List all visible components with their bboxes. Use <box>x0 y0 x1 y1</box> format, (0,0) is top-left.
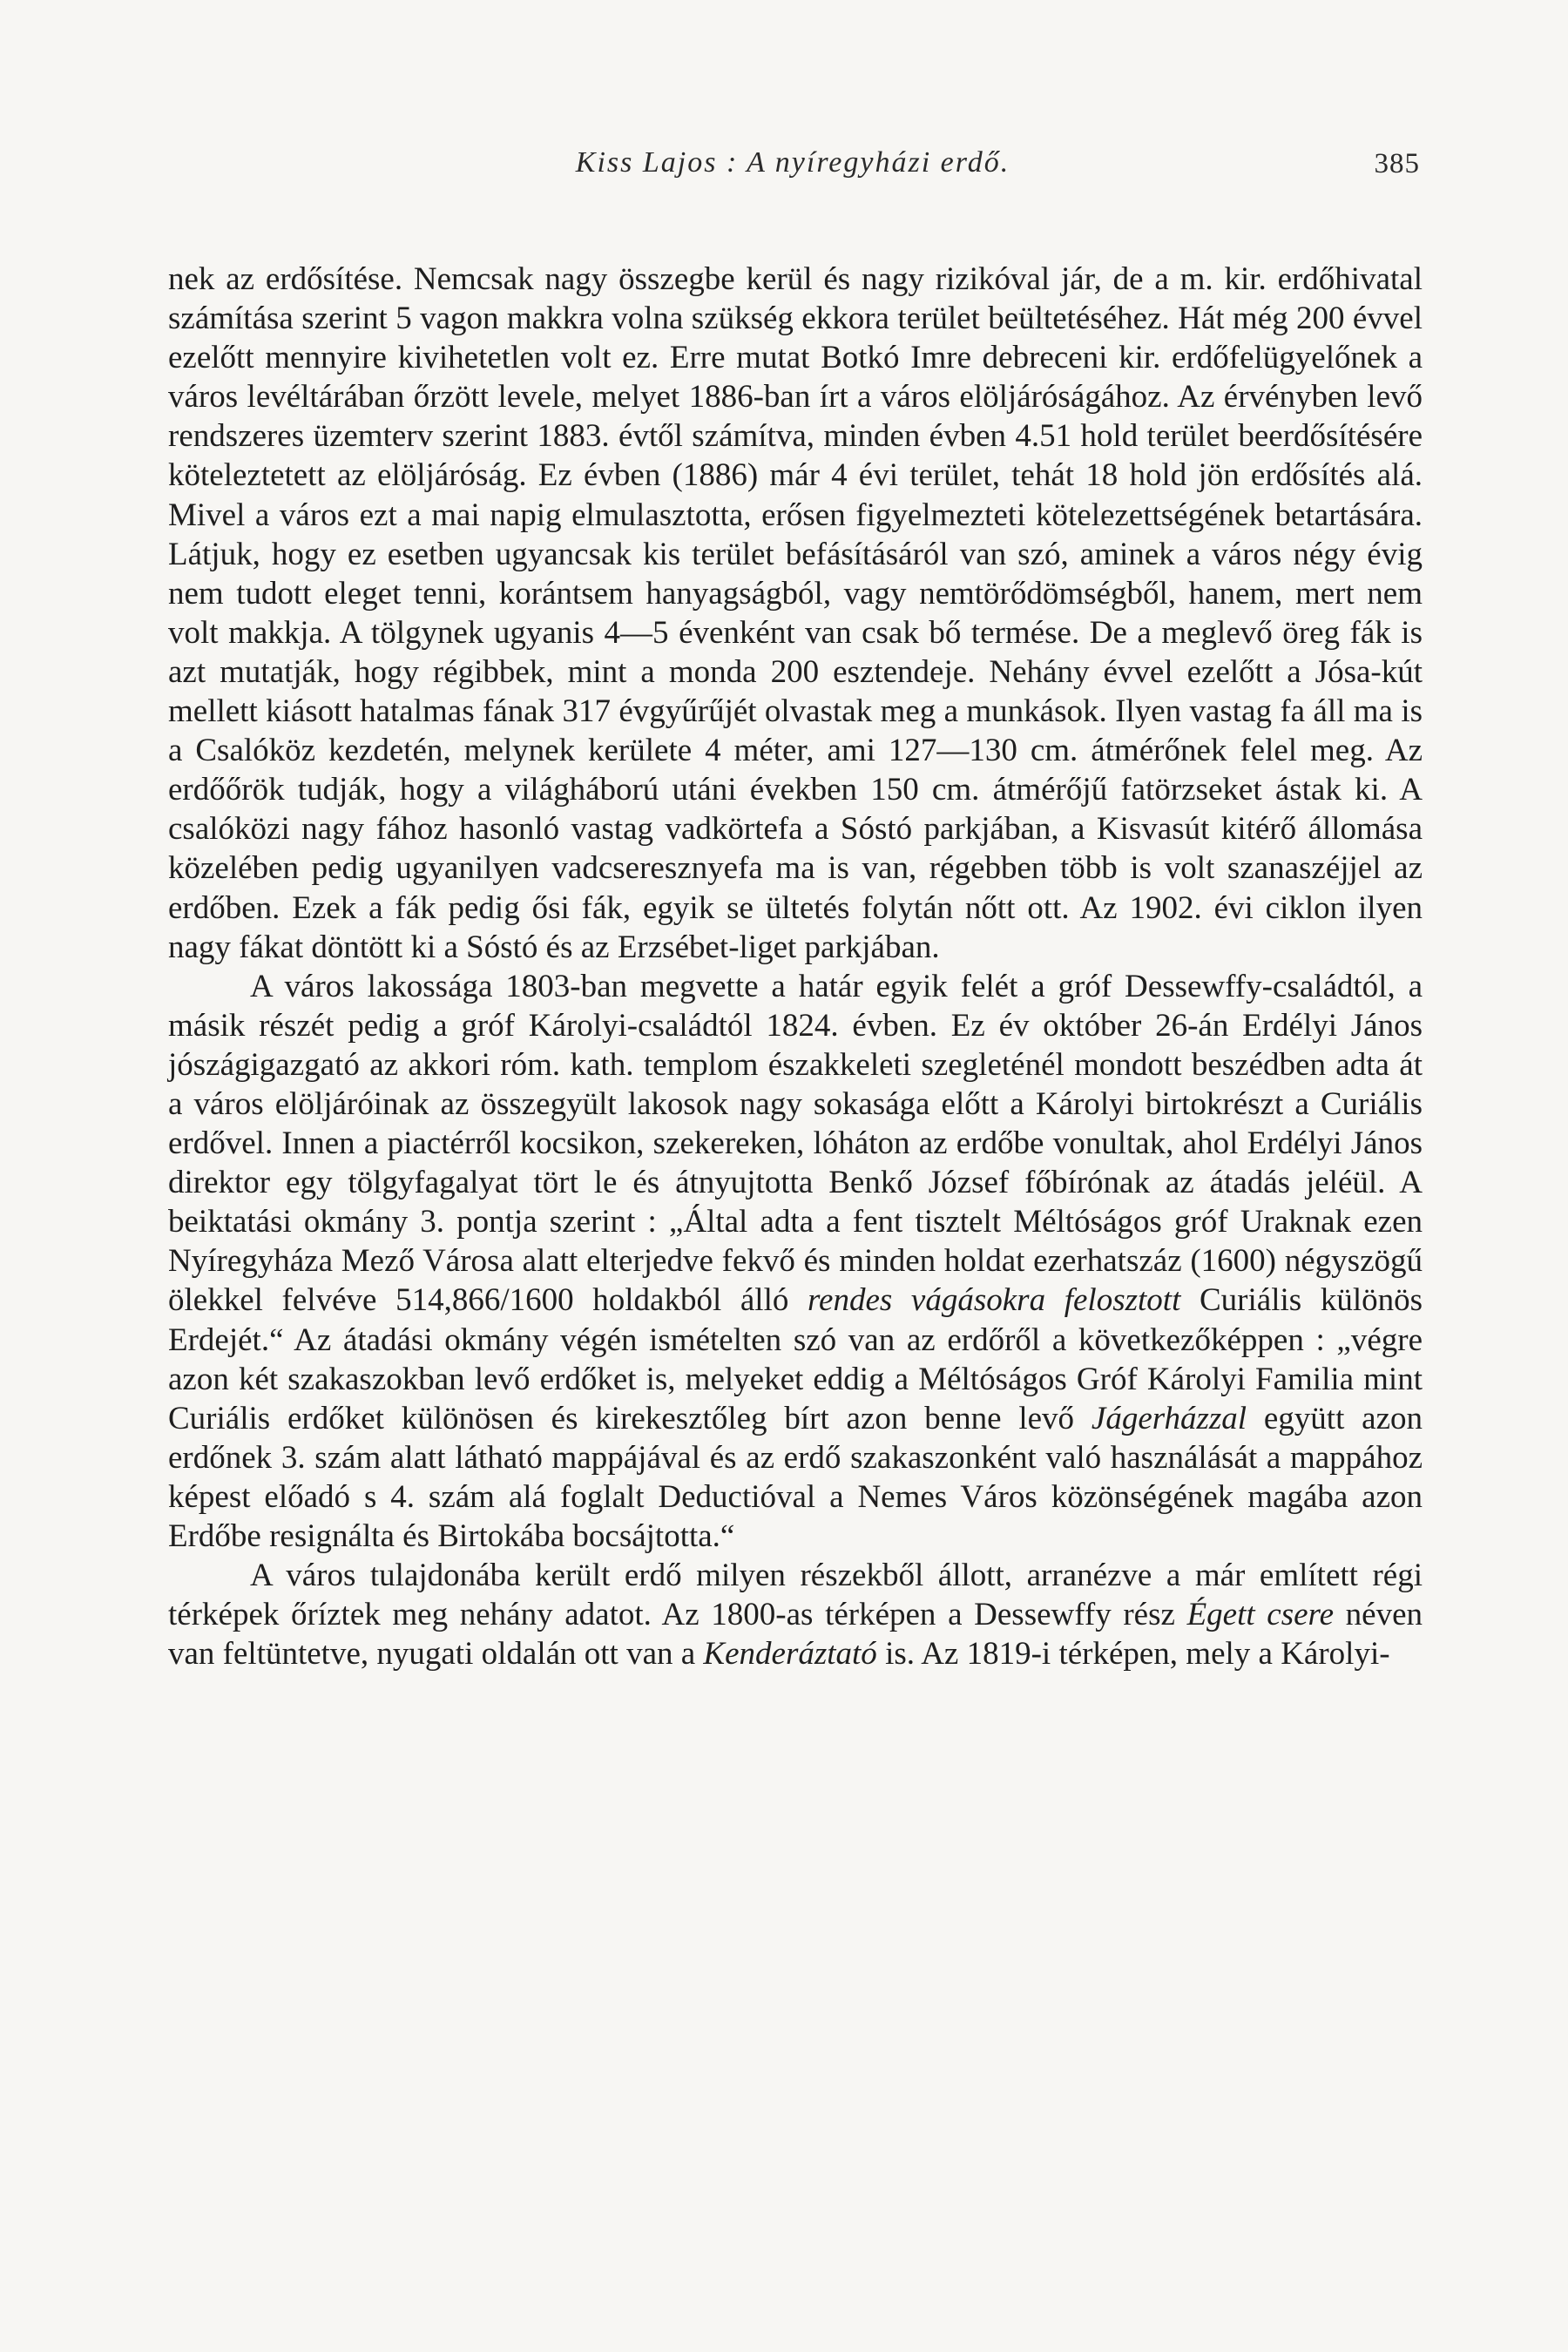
running-head <box>166 146 1420 190</box>
paragraph-2-italic-1: rendes vágásokra felosztott <box>808 1282 1181 1319</box>
paragraph-2-seg-5: együtt azon erdőnek 3. szám alatt látható mappájával és az erdő szakaszonként való használását a mappához képest előadó s 4. szám alá foglalt Deductióval a Nemes Város közönségének magába azon Erdőbe resignálta és Birtokába bocsájtotta.“ <box>168 1400 1423 1554</box>
paragraph-3-seg-1: A város tulajdonába került erdő milyen részekből állott, arranézve a már említett régi térképek őríztek meg nehány adatot. Az 1800-as térképen a Dessewffy rész <box>168 1558 1423 1633</box>
paragraph-1 <box>168 260 1423 967</box>
paragraph-3-seg-5: is. Az 1819-i térképen, mely a Károlyi- <box>876 1636 1390 1673</box>
paragraph-2-seg-1: A város lakossága 1803-ban megvette a határ egyik felét a gróf Dessewffy-családtól, a másik részét pedig a gróf Károlyi-családtól 1824. évben. Ez év október 26-án Erdélyi János jószágigazgató az akkori róm. kath. templom északkeleti szegleténél mondott beszédben adta át a város elöljáróinak az összegyült lakosok nagy sokasága előtt a Károlyi birtokrészt a Curiális erdővel. Innen a piactérről kocsikon, szekereken, lóháton az erdőbe vonultak, ahol Erdélyi János direktor egy tölgyfagalyat tört le és átnyujtotta Benkő József főbírónak az átadás jeléül. A beiktatási okmány 3. pontja szerint : „Által adta a fent tisztelt Méltóságos gróf Uraknak ezen Nyíregyháza Mező Városa alatt elterjedve fekvő és minden holdat ezerhatszáz (1600) négyszögű ölekkel felvéve 514,866/1600 holdakból álló <box>168 968 1423 1319</box>
paragraph-2-italic-2: Jágerházzal <box>1091 1400 1247 1436</box>
paragraph-3-italic-1: Égett csere <box>1186 1597 1334 1633</box>
paragraph-3 <box>168 1556 1423 1673</box>
running-title: Kiss Lajos : A nyíregyházi erdő. <box>575 146 1010 179</box>
paragraph-2 <box>168 967 1423 1556</box>
body-text <box>168 260 1423 1673</box>
page-number: 385 <box>1374 148 1420 179</box>
paragraph-3-italic-2: Kenderáztató <box>703 1636 877 1673</box>
paragraph-1-seg-1: nek az erdősítése. Nemcsak nagy összegbe kerül és nagy rizikóval jár, de a m. kir. erdőhivatal számítása szerint 5 vagon makkra volna szükség ekkora terület beültetéséhez. Hát még 200 évvel ezelőtt mennyire kivihetetlen volt ez. Erre mutat Botkó Imre debreceni kir. erdőfelügyelőnek a város levéltárában őrzött levele, melyet 1886-ban írt a város elöljáróságához. Az érvényben levő rendszeres üzemterv szerint 1883. évtől számítva, minden évben 4.51 hold terület beerdősítésére köteleztetett az elöljáróság. Ez évben (1886) már 4 évi terület, tehát 18 hold jön erdősítés alá. Mivel a város ezt a mai napig elmulasztotta, erősen figyelmezteti kötelezettségének betartására. Látjuk, hogy ez esetben ugyancsak kis terület befásításáról van szó, aminek a város négy évig nem tudott eleget tenni, korántsem hanyagságból, vagy nemtörődömségből, hanem, mert nem volt makkja. A tölgynek ugyanis 4—5 évenként van csak bő termése. De a meglevő öreg fák is azt mutatják, hogy régibbek, mint a monda 200 esztendeje. Nehány évvel ezelőtt a Jósa-kút mellett kiásott hatalmas fának 317 évgyűrűjét olvastak meg a munkások. Ilyen vastag fa áll ma is a Csalóköz kezdetén, melynek kerülete 4 méter, ami 127—130 cm. átmérőnek felel meg. Az erdőőrök tudják, hogy a világháború utáni években 150 cm. átmérőjű fatörzseket ástak ki. A csalóközi nagy fához hasonló vastag vadkörtefa a Sóstó parkjában, a Kisvasút kitérő állomása közelében pedig ugyanilyen vadcseresznyefa ma is van, régebben több is volt szanaszéjjel az erdőben. Ezek a fák pedig ősi fák, egyik se ültetés folytán nőtt ott. Az 1902. évi ciklon ilyen nagy fákat döntött ki a Sóstó és az Erzsébet-liget parkjában. <box>168 261 1423 965</box>
paragraph-3-seg-3: néven van feltüntetve, nyugati oldalán ott van a <box>168 1597 1423 1673</box>
paragraph-2-seg-3: Curiális különös Erdejét.“ Az átadási okmány végén ismételten szó van az erdőről a következőképpen : „végre azon két szakaszokban levő erdőket is, melyeket eddig a Méltóságos Gróf Károlyi Familia mint Curiális erdőket különösen és kirekesztőleg bírt azon benne levő <box>168 1282 1423 1436</box>
